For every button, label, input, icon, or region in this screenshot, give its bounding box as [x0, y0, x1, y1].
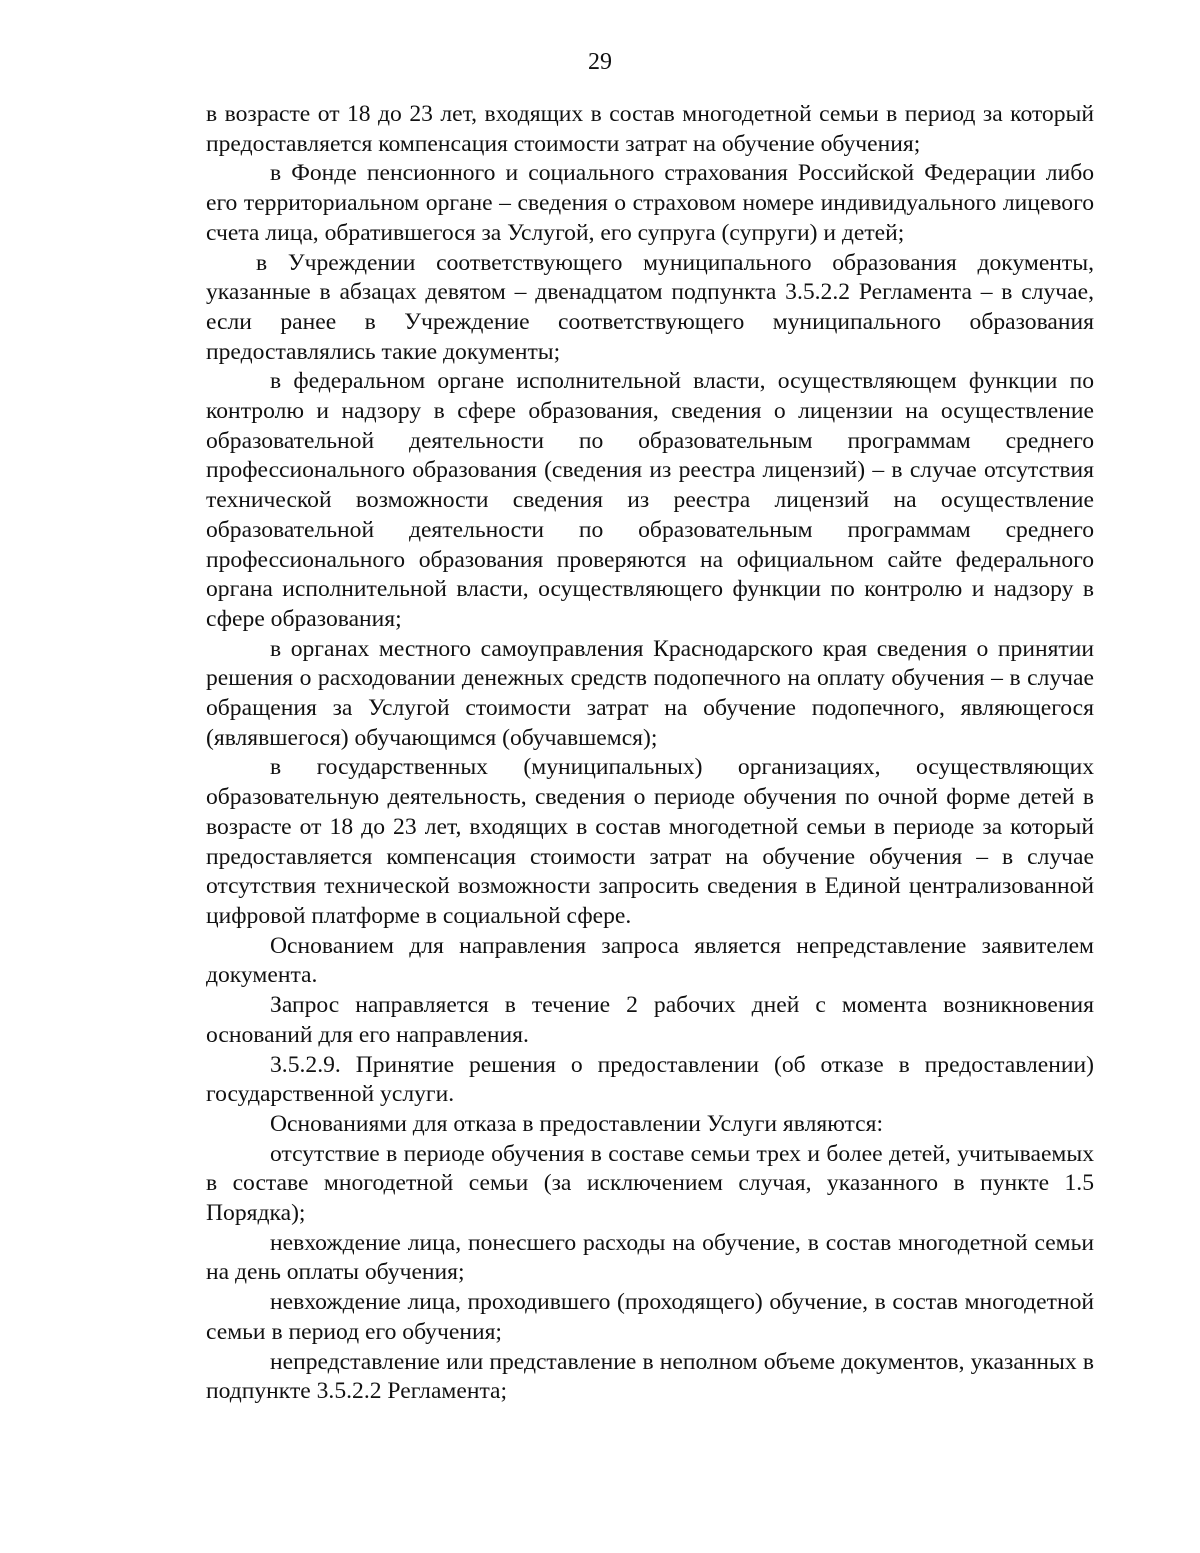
paragraph: в Фонде пенсионного и социального страхования Российской Федерации либо его территориальном органе – сведения о страховом номере индивидуального лицевого счета лица, обратившегося за Услугой, его супруга (супруги) и детей;	[206, 160, 1094, 246]
paragraph: Основаниями для отказа в предоставлении Услуги являются:	[270, 1110, 884, 1137]
paragraph: Основанием для направления запроса является непредставление заявителем документа.	[206, 932, 1094, 989]
paragraph: непредставление или представление в неполном объеме документов, указанных в подпункте 3.5.2.2 Регламента;	[206, 1348, 1094, 1405]
paragraph: в возрасте от 18 до 23 лет, входящих в состав многодетной семьи в период за который предоставляется компенсация стоимости затрат на обучение обучения;	[206, 101, 1094, 157]
paragraph: в Учреждении соответствующего муниципального образования документы, указанные в абзацах девятом – двенадцатом подпункта 3.5.2.2 Регламента – в случае, если ранее в Учреждение соответствующего муниципального образования предоставлялись такие документы;	[206, 249, 1094, 365]
paragraph: невхождение лица, понесшего расходы на обучение, в состав многодетной семьи на день оплаты обучения;	[206, 1229, 1094, 1286]
paragraph: в органах местного самоуправления Краснодарского края сведения о принятии решения о расходовании денежных средств подопечного на оплату обучения – в случае обращения за Услугой стоимости затрат на обучение подопечного, являющегося (являвшегося) обучающимся (обучавшемся);	[206, 635, 1094, 751]
page-number: 29	[588, 49, 612, 75]
paragraph: невхождение лица, проходившего (проходящего) обучение, в состав многодетной семьи в период его обучения;	[206, 1289, 1094, 1345]
paragraph: отсутствие в периоде обучения в составе семьи трех и более детей, учитываемых в составе многодетной семьи (за исключением случая, указанного в пункте 1.5 Порядка);	[206, 1140, 1094, 1227]
document-body	[206, 100, 1094, 1407]
paragraph: в государственных (муниципальных) организациях, осуществляющих образовательную деятельность, сведения о периоде обучения по очной форме детей в возрасте от 18 до 23 лет, входящих в состав многодетной семьи в периоде за который предоставляется компенсация стоимости затрат на обучение обучения – в случае отсутствия технической возможности запросить сведения в Единой централизованной цифровой платформе в социальной сфере.	[206, 754, 1094, 929]
paragraph: 3.5.2.9. Принятие решения о предоставлении (об отказе в предоставлении) государственной услуги.	[206, 1051, 1094, 1108]
paragraph: Запрос направляется в течение 2 рабочих дней с момента возникновения оснований для его направления.	[206, 992, 1094, 1048]
paragraph: в федеральном органе исполнительной власти, осуществляющем функции по контролю и надзору в сфере образования, сведения о лицензии на осуществление образовательной деятельности по образовательным программам среднего профессионального образования (сведения из реестра лицензий) – в случае отсутствия технической возможности сведения из реестра лицензий на осуществление образовательной деятельности по образовательным программам среднего профессионального образования проверяются на официальном сайте федерального органа исполнительной власти, осуществляющего функции по контролю и надзору в сфере образования;	[206, 368, 1094, 632]
